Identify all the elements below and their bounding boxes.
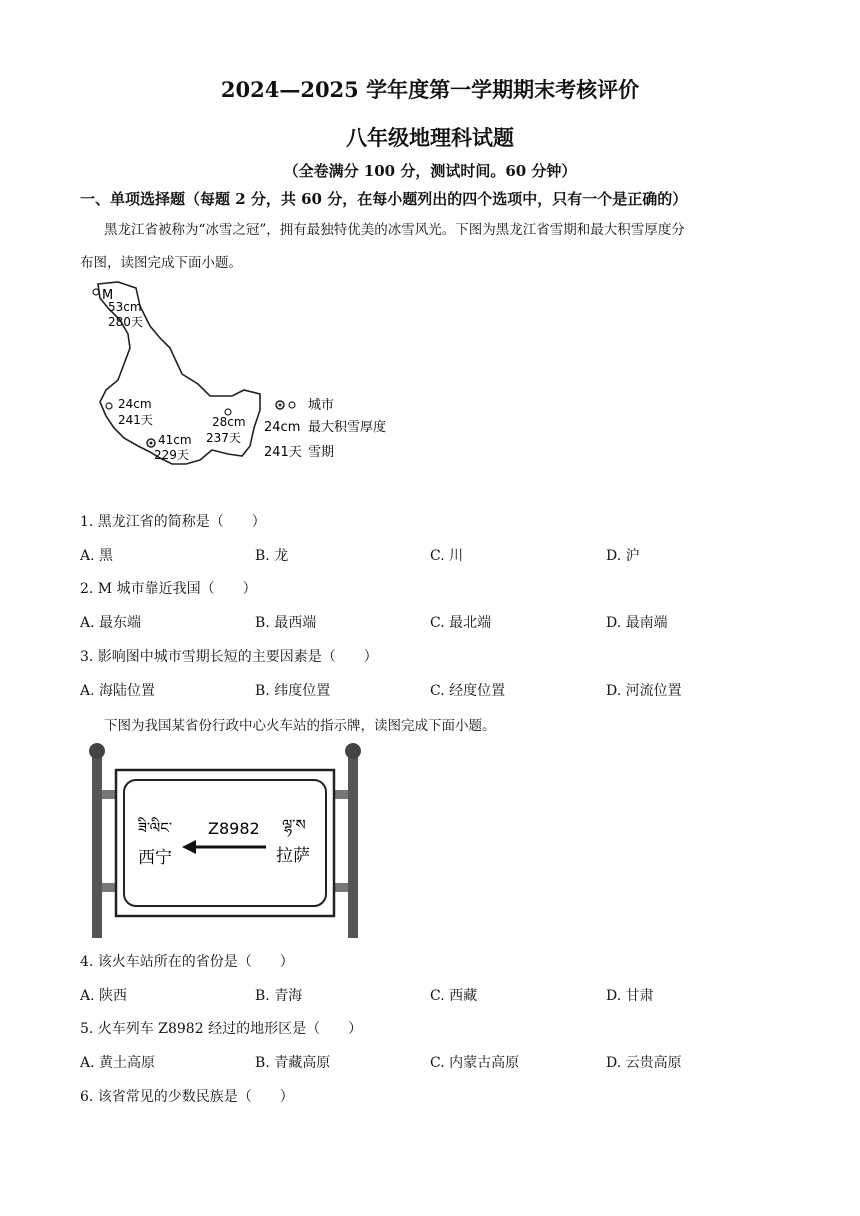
question-4-option-b[interactable]: B. 青海 xyxy=(255,988,303,1004)
question-5-option-b[interactable]: B. 青藏高原 xyxy=(255,1055,331,1071)
left-post xyxy=(92,754,102,938)
left-city: 西宁 xyxy=(138,848,172,868)
tibetan-left: ཟི་ལིང་ xyxy=(138,819,173,837)
right-city: 拉萨 xyxy=(276,846,310,866)
question-4-option-d[interactable]: D. 甘肃 xyxy=(606,988,654,1004)
exam-subtitle: 八年级地理科试题 xyxy=(346,125,514,150)
question-2-option-c[interactable]: C. 最北端 xyxy=(430,615,492,631)
question-1-option-d[interactable]: D. 沪 xyxy=(606,548,640,564)
exam-title: 2024—2025 学年度第一学期期末考核评价 xyxy=(220,77,640,102)
question-3-option-b[interactable]: B. 纬度位置 xyxy=(255,683,331,699)
question-4-option-a[interactable]: A. 陕西 xyxy=(80,988,128,1004)
right-post xyxy=(348,754,358,938)
legend-depth-label: 最大积雪厚度 xyxy=(308,420,387,435)
heilongjiang-snow-map xyxy=(78,278,428,493)
city-south-depth: 41cm xyxy=(158,433,192,447)
question-1-stem: 1. 黑龙江省的简称是（ ） xyxy=(80,514,266,530)
right-post-cap xyxy=(345,743,361,759)
question-2-option-d[interactable]: D. 最南端 xyxy=(606,615,668,631)
city-m-label: M xyxy=(102,288,114,303)
legend-days-value: 241天 xyxy=(264,445,302,460)
legend-city-label: 城市 xyxy=(308,398,335,413)
city-west-depth: 24cm xyxy=(118,397,152,411)
city-east-days: 237天 xyxy=(206,431,241,445)
question-3-option-c[interactable]: C. 经度位置 xyxy=(430,683,506,699)
city-m-days: 280天 xyxy=(108,315,143,329)
legend-days-label: 雪期 xyxy=(308,445,335,460)
legend-city-symbol xyxy=(289,402,295,408)
question-3-option-a[interactable]: A. 海陆位置 xyxy=(80,683,156,699)
question-5-option-c[interactable]: C. 内蒙古高原 xyxy=(430,1055,520,1071)
question-1-option-c[interactable]: C. 川 xyxy=(430,548,464,564)
question-4-stem: 4. 该火车站所在的省份是（ ） xyxy=(80,954,294,970)
train-number: Z8982 xyxy=(208,819,260,838)
question-1-option-a[interactable]: A. 黑 xyxy=(80,548,114,564)
city-m-depth: 53cm xyxy=(108,300,142,314)
city-west-days: 241天 xyxy=(118,413,153,427)
legend-depth-value: 24cm xyxy=(264,420,301,435)
question-5-option-d[interactable]: D. 云贵高原 xyxy=(606,1055,682,1071)
question-3-option-d[interactable]: D. 河流位置 xyxy=(606,683,682,699)
city-m-dot xyxy=(93,289,99,295)
question-2-stem: 2. M 城市靠近我国（ ） xyxy=(80,581,257,597)
question-4-option-c[interactable]: C. 西藏 xyxy=(430,988,478,1004)
city-east-depth: 28cm xyxy=(212,415,246,429)
tibetan-right: ལྷ་ས xyxy=(282,816,306,834)
passage2-line1: 下图为我国某省份行政中心火车站的指示牌，读图完成下面小题。 xyxy=(104,718,496,734)
passage1-line2: 布图，读图完成下面小题。 xyxy=(80,255,242,271)
station-sign-figure xyxy=(84,740,384,940)
exam-note: （全卷满分 100 分，测试时间。60 分钟） xyxy=(283,162,577,180)
question-2-option-b[interactable]: B. 最西端 xyxy=(255,615,317,631)
question-5-stem: 5. 火车列车 Z8982 经过的地形区是（ ） xyxy=(80,1021,363,1037)
section-heading: 一、单项选择题（每题 2 分，共 60 分，在每小题列出的四个选项中，只有一个是正确的） xyxy=(80,190,688,208)
sign-inner-frame xyxy=(124,780,326,906)
question-3-stem: 3. 影响图中城市雪期长短的主要因素是（ ） xyxy=(80,649,378,665)
question-6-stem: 6. 该省常见的少数民族是（ ） xyxy=(80,1089,294,1105)
question-5-option-a[interactable]: A. 黄土高原 xyxy=(80,1055,156,1071)
question-1-option-b[interactable]: B. 龙 xyxy=(255,548,289,564)
city-south-days: 229天 xyxy=(154,448,189,462)
question-2-option-a[interactable]: A. 最东端 xyxy=(80,615,142,631)
passage1-line1: 黑龙江省被称为“冰雪之冠”，拥有最独特优美的冰雪风光。下图为黑龙江省雪期和最大积雪厚度分 xyxy=(104,222,685,238)
left-post-cap xyxy=(89,743,105,759)
